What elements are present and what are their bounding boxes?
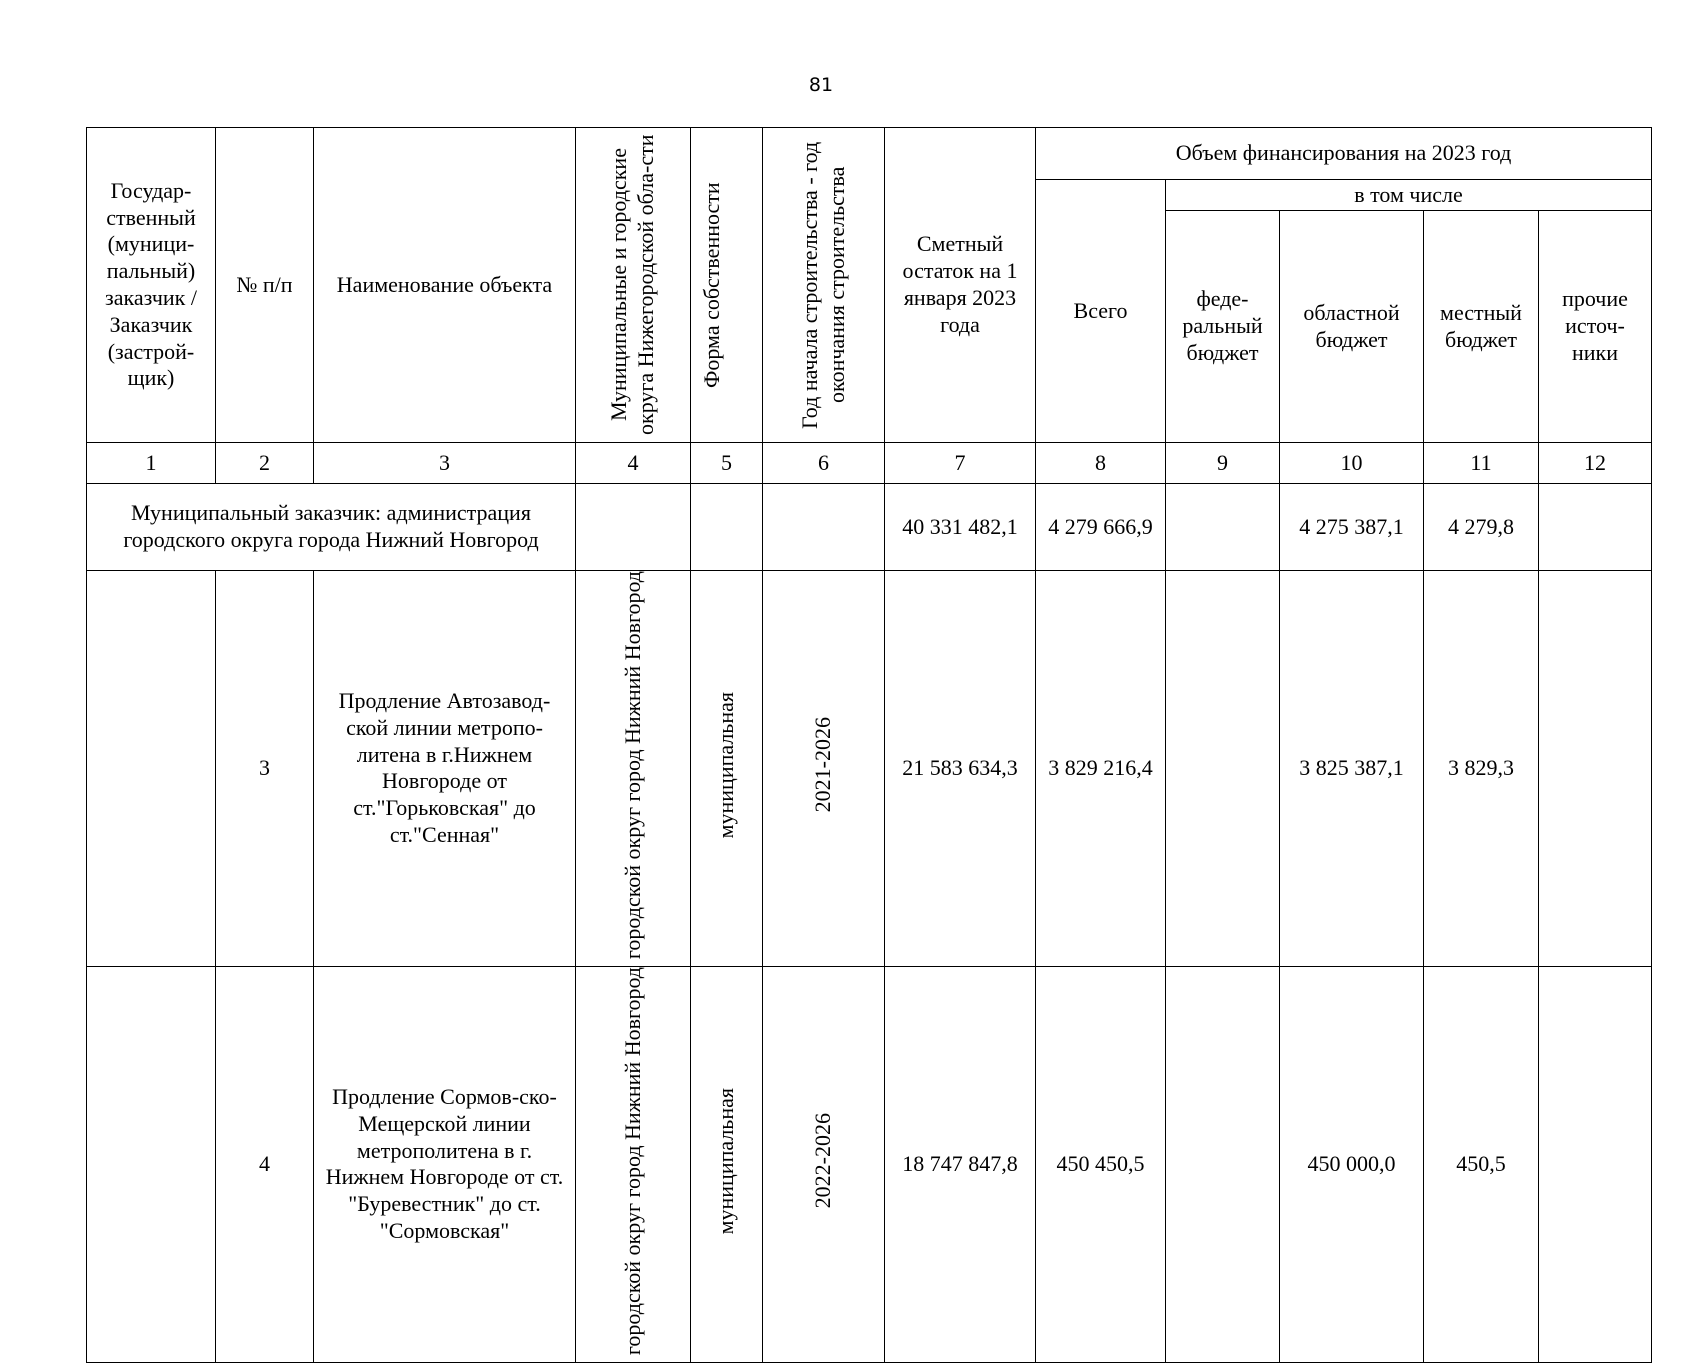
row-federal [1166,966,1280,1362]
group-local: 4 279,8 [1424,484,1539,571]
header-ownership [691,128,763,443]
col-number-8: 8 [1036,443,1166,484]
header-name: Наименование объекта [314,128,576,443]
header-financing: Объем финансирования на 2023 год [1036,128,1652,180]
group-municipality [576,484,691,571]
header-years-text: Год начала строительства - год окончания строительства [796,141,849,429]
row-ownership-text: муниципальная [713,691,739,839]
group-balance: 40 331 482,1 [885,484,1036,571]
row-ownership [691,966,763,1362]
col-number-6: 6 [763,443,885,484]
header-customer: Государ-ственный (муници-пальный) заказчик / Заказчик (застрой-щик) [87,128,216,443]
row-federal [1166,571,1280,967]
row-balance: 18 747 847,8 [885,966,1036,1362]
column-numbers-row [87,443,1652,484]
table-row [87,966,1652,1362]
row-customer [87,966,216,1362]
header-including: в том числе [1166,180,1652,211]
col-number-11: 11 [1424,443,1539,484]
col-number-7: 7 [885,443,1036,484]
row-municipality [576,571,691,967]
row-local: 3 829,3 [1424,571,1539,967]
group-ownership [691,484,763,571]
col-number-4: 4 [576,443,691,484]
group-federal [1166,484,1280,571]
row-years-text: 2022-2026 [810,1113,836,1209]
row-ownership [691,571,763,967]
header-total: Всего [1036,180,1166,443]
group-label: Муниципальный заказчик: администрация городского округа города Нижний Новгород [87,484,576,571]
financing-table [86,127,1652,1363]
row-regional: 3 825 387,1 [1280,571,1424,967]
col-number-9: 9 [1166,443,1280,484]
row-municipality [576,966,691,1362]
header-municipalities [576,128,691,443]
table-row [87,571,1652,967]
row-years [763,966,885,1362]
header-other: прочие источ-ники [1539,211,1652,443]
group-regional: 4 275 387,1 [1280,484,1424,571]
row-municipality-text: городской округ город Нижний Новгород [619,571,645,960]
row-name: Продление Автозавод-ской линии метропо-литена в г.Нижнем Новгороде от ст."Горьковская" до ст."Сенная" [314,571,576,967]
header-balance: Сметный остаток на 1 января 2023 года [885,128,1036,443]
row-customer [87,571,216,967]
col-number-3: 3 [314,443,576,484]
row-other [1539,571,1652,967]
header-local: местный бюджет [1424,211,1539,443]
row-regional: 450 000,0 [1280,966,1424,1362]
row-years-text: 2021-2026 [810,717,836,813]
header-row-1 [87,128,1652,180]
header-municipalities-text: Муниципальные и городские округа Нижегородской обла-сти [606,134,658,436]
row-municipality-text: городской округ город Нижний Новгород [619,966,645,1356]
col-number-12: 12 [1539,443,1652,484]
header-federal: феде-ральный бюджет [1166,211,1280,443]
row-local: 450,5 [1424,966,1539,1362]
row-years [763,571,885,967]
row-name: Продление Сормов-ско-Мещерской линии метрополитена в г. Нижнем Новгороде от ст. "Буревестник" до ст. "Сормовская" [314,966,576,1362]
page-number: 81 [808,74,834,96]
row-balance: 21 583 634,3 [885,571,1036,967]
header-years [763,128,885,443]
header-num: № п/п [216,128,314,443]
group-other [1539,484,1652,571]
row-total: 450 450,5 [1036,966,1166,1362]
group-years [763,484,885,571]
row-num: 4 [216,966,314,1362]
col-number-10: 10 [1280,443,1424,484]
group-total: 4 279 666,9 [1036,484,1166,571]
col-number-1: 1 [87,443,216,484]
group-row [87,484,1652,571]
header-regional: областной бюджет [1280,211,1424,443]
col-number-2: 2 [216,443,314,484]
header-ownership-text: Форма собственности [699,182,724,388]
row-ownership-text: муниципальная [713,1087,739,1235]
col-number-5: 5 [691,443,763,484]
row-total: 3 829 216,4 [1036,571,1166,967]
row-other [1539,966,1652,1362]
row-num: 3 [216,571,314,967]
